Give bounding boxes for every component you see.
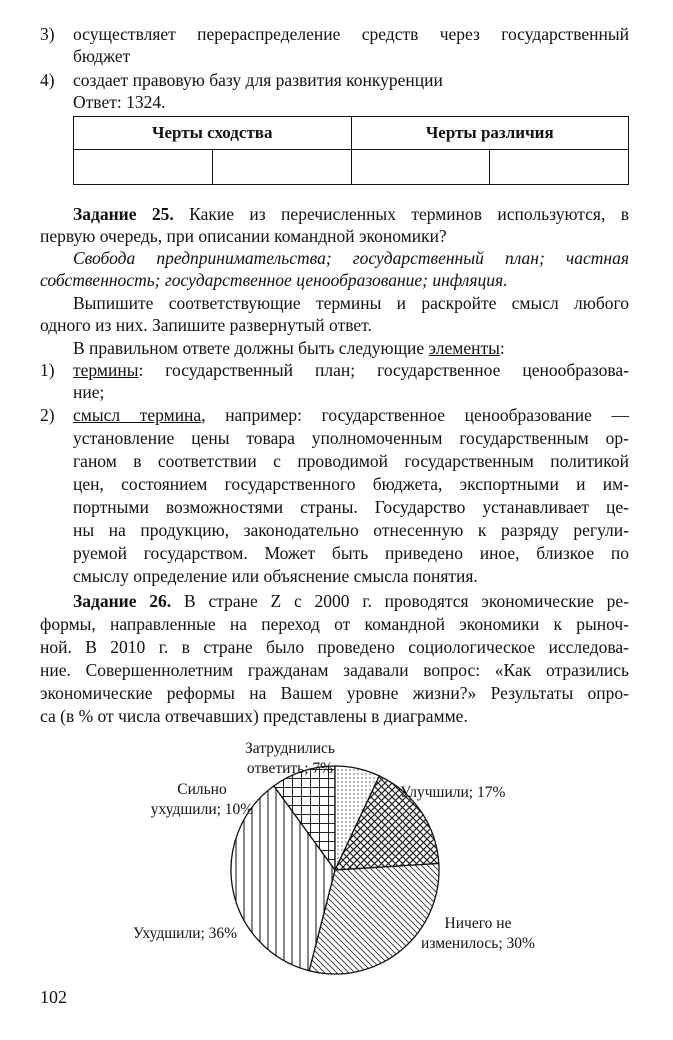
table-cell[interactable] [212,150,351,185]
table-header-row [74,117,629,150]
table-cell[interactable] [490,150,629,185]
element-item-line: руемой государством. Может быть приведено иное, близкое по [73,543,629,563]
element-item-line: ние; [73,382,105,402]
elements-intro: В правильном ответе должны быть следующие элементы: [73,338,505,358]
element-item-line: смыслу определение или объяснение смысла понятия. [73,566,478,586]
elements-word: элементы [428,338,500,358]
task25-instruction-line: Выпишите соответствующие термины и раскройте смысл любого [73,293,629,313]
task25-question-text: Какие из перечисленных терминов используются, в [189,204,629,224]
list-item-text: бюджет [73,46,131,66]
task26-label: Задание 26. [73,591,172,611]
list-item-number: 4) [40,70,55,90]
task25-terms-line: Свобода предпринимательства; государственный план; частная [73,248,629,268]
table-header-differences: Черты различия [351,117,629,150]
table-cell[interactable] [351,150,490,185]
pie-label-worsened: Ухудшили; 36% [133,925,238,942]
element-item-line: цен, состоянием государственного бюджета, экспортными и им- [73,474,629,494]
list-item-text: создает правовую базу для развития конкуренции [73,70,443,90]
element-label: термины [73,360,139,380]
answer-text: Ответ: 1324. [73,92,166,112]
pie-label-much-worse: Сильно ухудшили; 10% [150,781,254,818]
task25-question-line [73,203,629,225]
element-item-line: портными возможностями страны. Государство устанавливает це- [73,497,629,517]
task25-question-line: первую очередь, при описании командной экономики? [40,226,447,246]
task26-line: са (в % от числа отвечавших) представлены в диаграмме. [40,706,468,726]
elements-intro-text: В правильном ответе должны быть следующие [73,338,425,358]
list-item-text: осуществляет перераспределение средств через государственный [73,24,629,44]
page-number: 102 [40,987,67,1007]
element-label: смысл термина [73,405,202,425]
task26-line: ной. В 2010 г. в стране было проведено социологическое исследова- [40,637,629,657]
element-number: 1) [40,360,55,380]
list-item-number: 3) [40,24,55,44]
element-text: , например: государственное ценообразование — [201,405,630,425]
element-text: : государственный план; государственное ценообразова- [138,360,629,380]
task26-line [73,590,629,612]
table-header-similarities: Черты сходства [74,117,352,150]
task26-line: ние. Совершеннолетним гражданам задавали вопрос: «Как отразились [40,660,629,680]
element-item-line: ны на продукцию, законодательно отнесенную к разряду регули- [73,520,629,540]
task25-label: Задание 25. [73,204,174,224]
task26-line: формы, направленные на переход от командной экономики к рыноч- [40,614,629,634]
table-row [74,150,629,185]
task25-instruction-line: одного из них. Запишите развернутый ответ. [40,315,372,335]
pie-chart [0,720,673,1040]
table-cell[interactable] [74,150,213,185]
pie-label-undecided: Затруднились ответить; 7% [245,740,335,777]
element-item-line: установление цены товара уполномоченным государственным ор- [73,428,629,448]
element-number: 2) [40,405,55,425]
element-item-line [73,404,629,426]
element-item-line [73,359,629,381]
element-item-line: ганом в соответствии с проводимой государственным политикой [73,451,629,471]
pie-label-unchanged: Ничего не изменилось; 30% [421,915,535,952]
pie-label-improved: Улучшили; 17% [400,784,506,801]
task26-text: В стране Z с 2000 г. проводятся экономические ре- [183,591,629,611]
task26-line: экономические реформы на Вашем уровне жизни?» Результаты опро- [40,683,629,703]
comparison-table [73,116,629,185]
task25-terms-line: собственность; государственное ценообразование; инфляция. [40,270,508,290]
